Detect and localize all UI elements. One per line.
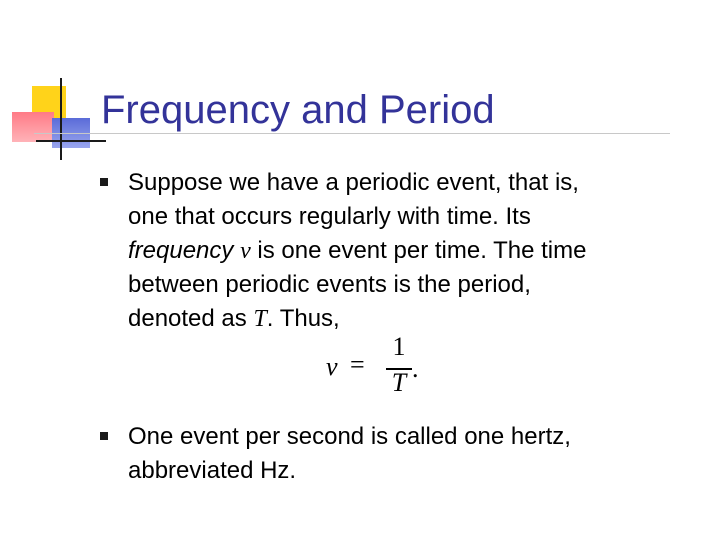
bullet-square-icon [100,432,108,440]
bullet-1-line-2: one that occurs regularly with time. Its [128,203,531,230]
bullet-square-icon [100,178,108,186]
bullet-1-line-1: Suppose we have a periodic event, that is, [128,169,579,196]
frequency-term: frequency [128,237,234,264]
bullet-2-line-2: abbreviated Hz. [128,457,297,484]
formula-nu: ν [326,352,338,381]
logo-red-square [12,112,54,142]
bullet-2-line-1: One event per second is called one hertz, [128,423,571,450]
logo-horizontal-line [36,140,106,142]
frequency-formula [326,334,426,398]
logo-vertical-line [60,78,62,160]
t-symbol: T [253,306,267,332]
formula-period: . [412,354,419,383]
nu-symbol: ν [240,238,251,264]
formula-denominator: T [391,368,407,397]
bullet-1-line-4: between periodic events is the period, [128,271,531,298]
formula-numerator: 1 [392,332,406,361]
bullet-1-line-3: frequency ν is one event per time. The time [128,237,587,264]
bullet-1-line-5: denoted as T. Thus, [128,305,340,332]
bullet-2-text [128,420,688,488]
formula-equals: = [350,350,365,379]
slide-title: Frequency and Period [101,88,495,132]
bullet-1-text [128,166,688,336]
